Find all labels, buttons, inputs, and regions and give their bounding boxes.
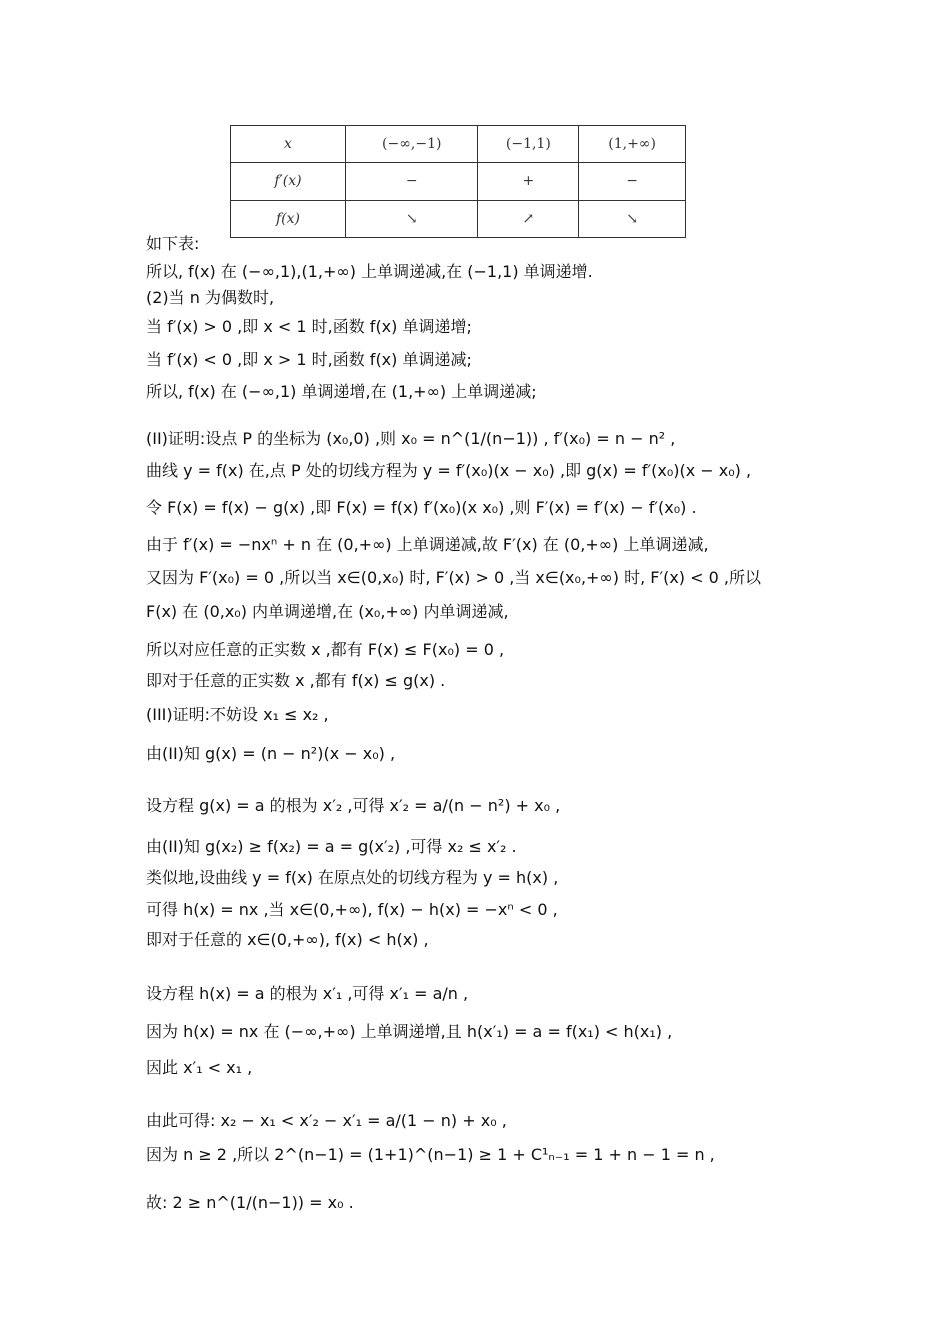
- text-line: 因为 n ≥ 2 ,所以 2^(n−1) = (1+1)^(n−1) ≥ 1 + C¹ₙ₋₁ = 1 + n − 1 = n ,: [146, 1145, 715, 1164]
- text-line: (II)证明:设点 P 的坐标为 (x₀,0) ,则 x₀ = n^(1/(n−1)) , f′(x₀) = n − n² ,: [146, 429, 676, 448]
- text-line: 所以对应任意的正实数 x ,都有 F(x) ≤ F(x₀) = 0 ,: [146, 640, 505, 659]
- text-line: 设方程 g(x) = a 的根为 x′₂ ,可得 x′₂ = a/(n − n²) + x₀ ,: [146, 796, 561, 815]
- table-cell: f(x): [231, 200, 346, 237]
- text-line: 因此 x′₁ < x₁ ,: [146, 1058, 253, 1077]
- table-row: [231, 200, 686, 237]
- table-cell: −: [346, 163, 478, 200]
- table-header-cell: (−1,1): [478, 126, 579, 163]
- table-header-cell: (−∞,−1): [346, 126, 478, 163]
- text-line: 所以, f(x) 在 (−∞,1),(1,+∞) 上单调递减,在 (−1,1) 单调递增.: [146, 262, 593, 281]
- text-line: 可得 h(x) = nx ,当 x∈(0,+∞), f(x) − h(x) = −xⁿ < 0 ,: [146, 900, 558, 919]
- decreasing-arrow-icon: ↘: [346, 200, 478, 237]
- monotonicity-table: [230, 125, 686, 238]
- table-header-cell: x: [231, 126, 346, 163]
- text-line: 当 f′(x) > 0 ,即 x < 1 时,函数 f(x) 单调递增;: [146, 317, 472, 336]
- increasing-arrow-icon: ↗: [478, 200, 579, 237]
- text-line: 又因为 F′(x₀) = 0 ,所以当 x∈(0,x₀) 时, F′(x) > 0 ,当 x∈(x₀,+∞) 时, F′(x) < 0 ,所以: [146, 568, 761, 587]
- text-line: 由此可得: x₂ − x₁ < x′₂ − x′₁ = a/(1 − n) + x₀ ,: [146, 1111, 507, 1130]
- text-line: 由(II)知 g(x₂) ≥ f(x₂) = a = g(x′₂) ,可得 x₂ ≤ x′₂ .: [146, 837, 517, 856]
- text-line: 即对于任意的正实数 x ,都有 f(x) ≤ g(x) .: [146, 671, 446, 690]
- text-line: 由于 f′(x) = −nxⁿ + n 在 (0,+∞) 上单调递减,故 F′(x) 在 (0,+∞) 上单调递减,: [146, 535, 709, 554]
- text-line: 类似地,设曲线 y = f(x) 在原点处的切线方程为 y = h(x) ,: [146, 868, 559, 887]
- text-line: 当 f′(x) < 0 ,即 x > 1 时,函数 f(x) 单调递减;: [146, 350, 472, 369]
- text-line: 曲线 y = f(x) 在,点 P 处的切线方程为 y = f′(x₀)(x − x₀) ,即 g(x) = f′(x₀)(x − x₀) ,: [146, 461, 752, 480]
- table-row: [231, 163, 686, 200]
- text-line: F(x) 在 (0,x₀) 内单调递增,在 (x₀,+∞) 内单调递减,: [146, 602, 509, 621]
- text-line: 故: 2 ≥ n^(1/(n−1)) = x₀ .: [146, 1193, 354, 1212]
- text-line: 因为 h(x) = nx 在 (−∞,+∞) 上单调递增,且 h(x′₁) = a = f(x₁) < h(x₁) ,: [146, 1022, 673, 1041]
- table-header-row: [231, 126, 686, 163]
- table-cell: +: [478, 163, 579, 200]
- text-line: 即对于任意的 x∈(0,+∞), f(x) < h(x) ,: [146, 930, 429, 949]
- text-line: 如下表:: [146, 234, 200, 253]
- text-line: 令 F(x) = f(x) − g(x) ,即 F(x) = f(x) f′(x₀)(x x₀) ,则 F′(x) = f′(x) − f′(x₀) .: [146, 498, 697, 517]
- text-line: 设方程 h(x) = a 的根为 x′₁ ,可得 x′₁ = a/n ,: [146, 984, 469, 1003]
- decreasing-arrow-icon: ↘: [579, 200, 686, 237]
- text-line: 所以, f(x) 在 (−∞,1) 单调递增,在 (1,+∞) 上单调递减;: [146, 382, 537, 401]
- table-header-cell: (1,+∞): [579, 126, 686, 163]
- text-line: (III)证明:不妨设 x₁ ≤ x₂ ,: [146, 705, 329, 724]
- text-line: 由(II)知 g(x) = (n − n²)(x − x₀) ,: [146, 744, 396, 763]
- text-line: (2)当 n 为偶数时,: [146, 288, 275, 307]
- table-cell: −: [579, 163, 686, 200]
- table-cell: f′(x): [231, 163, 346, 200]
